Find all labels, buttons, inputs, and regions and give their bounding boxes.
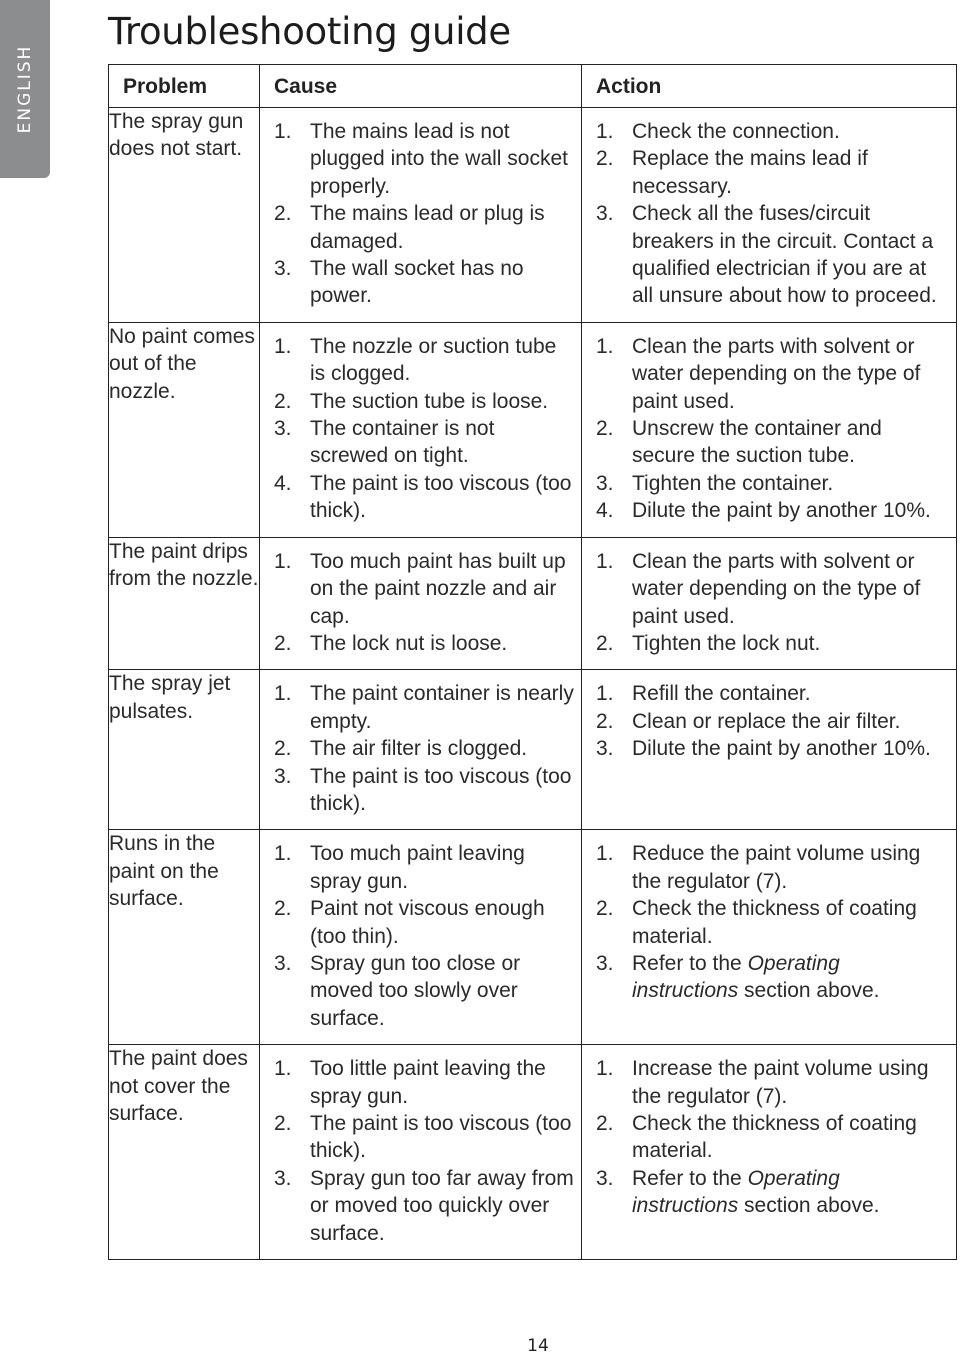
action-item-number: 1. [596, 120, 614, 143]
action-item-text: Tighten the lock nut. [632, 631, 821, 655]
problem-cell: Runs in the paint on the surface. [109, 830, 260, 1045]
action-item [596, 118, 950, 145]
action-item-number: 3. [596, 737, 614, 761]
cause-item-number: 1. [274, 1057, 292, 1081]
table-header-row [109, 65, 957, 108]
action-item-emphasis: Operating instructions [632, 1166, 840, 1218]
cause-item-text: The lock nut is loose. [310, 631, 508, 655]
cause-item-text: The nozzle or suction tube is clogged. [310, 334, 557, 386]
action-item-text: Dilute the paint by another 10%. [632, 499, 931, 523]
action-item [596, 895, 950, 950]
cause-item [274, 333, 575, 388]
cause-item-text: The paint is too viscous (too thick). [310, 1112, 572, 1163]
cause-item-text: Spray gun too far away from or moved too quickly over surface. [310, 1166, 574, 1245]
cause-item [274, 950, 575, 1032]
language-tab [0, 0, 50, 178]
action-item-emphasis: Operating instructions [632, 951, 840, 1003]
action-cell [582, 537, 957, 670]
page-number: 14 [527, 1336, 549, 1356]
language-tab-label: ENGLISH [15, 44, 35, 134]
table-row [109, 1045, 957, 1260]
action-item [596, 548, 950, 630]
cause-item [274, 118, 575, 200]
cause-item [274, 415, 575, 470]
action-item-number: 2. [596, 147, 614, 171]
action-item [596, 200, 950, 310]
cause-item-number: 3. [274, 1166, 292, 1190]
action-item-number: 2. [596, 709, 614, 733]
action-item-text: section above. [738, 979, 880, 1003]
action-cell [582, 108, 957, 323]
cause-item-number: 1. [274, 842, 292, 866]
action-list [582, 1045, 956, 1231]
action-item-text: Refer to the [632, 1166, 748, 1190]
cause-item [274, 840, 575, 895]
cause-item-number: 2. [274, 631, 292, 655]
action-item [596, 1165, 950, 1220]
cause-item-number: 3. [274, 764, 292, 788]
cause-item-number: 1. [274, 549, 292, 573]
page-title: Troubleshooting guide [108, 10, 511, 53]
problem-cell: No paint comes out of the nozzle. [109, 322, 260, 537]
table-row [109, 108, 957, 323]
cause-item-text: Paint not viscous enough (too thin). [310, 897, 545, 948]
cause-item [274, 200, 575, 255]
cause-cell [260, 108, 582, 323]
cause-item-number: 3. [274, 951, 292, 975]
action-item-text: Increase the paint volume using the regulator (7). [632, 1057, 929, 1108]
action-item [596, 680, 950, 707]
cause-item [274, 630, 575, 657]
action-item-text: Check the connection. [632, 120, 840, 143]
cause-item-text: Too much paint has built up on the paint nozzle and air cap. [310, 549, 566, 628]
action-list [582, 538, 956, 670]
action-item-text: Clean or replace the air filter. [632, 709, 901, 733]
action-item-number: 4. [596, 499, 614, 523]
action-item-number: 3. [596, 951, 614, 975]
action-cell [582, 1045, 957, 1260]
cause-item [274, 680, 575, 735]
action-item [596, 1055, 950, 1110]
header-cause: Cause [260, 65, 582, 108]
cause-item-text: The suction tube is loose. [310, 389, 549, 413]
cause-list [260, 670, 581, 829]
table-row [109, 830, 957, 1045]
cause-item-text: Spray gun too close or moved too slowly over surface. [310, 951, 521, 1030]
cause-item-text: The mains lead or plug is damaged. [310, 202, 545, 253]
table-row [109, 537, 957, 670]
action-cell [582, 670, 957, 830]
action-item-number: 1. [596, 842, 614, 866]
action-item-text: Check all the fuses/circuit breakers in the circuit. Contact a qualified electrician if you are at all unsure about how to proceed. [632, 202, 937, 308]
problem-cell: The spray gun does not start. [109, 108, 260, 323]
action-item [596, 470, 950, 497]
problem-cell: The spray jet pulsates. [109, 670, 260, 830]
cause-item-text: The container is not screwed on tight. [310, 417, 495, 468]
troubleshooting-table [108, 64, 957, 1260]
action-item [596, 415, 950, 470]
header-action: Action [582, 65, 957, 108]
cause-list [260, 108, 581, 322]
action-item-text: section above. [738, 1194, 880, 1218]
cause-cell [260, 537, 582, 670]
cause-cell [260, 322, 582, 537]
action-item [596, 840, 950, 895]
cause-item-number: 1. [274, 682, 292, 706]
action-item-number: 2. [596, 897, 614, 921]
action-item-text: Replace the mains lead if necessary. [632, 147, 868, 198]
action-item-number: 1. [596, 334, 614, 358]
cause-item [274, 1110, 575, 1165]
cause-item [274, 470, 575, 525]
action-item-text: Unscrew the container and secure the suction tube. [632, 417, 882, 468]
cause-cell [260, 670, 582, 830]
cause-item-text: The air filter is clogged. [310, 737, 528, 761]
cause-item-number: 2. [274, 389, 292, 413]
cause-item-text: The wall socket has no power. [310, 257, 524, 308]
cause-item-text: The paint container is nearly empty. [310, 682, 574, 733]
header-problem: Problem [109, 65, 260, 108]
action-list [582, 830, 956, 1016]
cause-item-number: 1. [274, 120, 292, 143]
cause-item-text: The paint is too viscous (too thick). [310, 471, 572, 523]
cause-item-text: Too little paint leaving the spray gun. [310, 1057, 546, 1108]
action-item-text: Tighten the container. [632, 471, 834, 495]
action-list [582, 108, 956, 322]
cause-item [274, 1055, 575, 1110]
cause-cell [260, 830, 582, 1045]
action-item-text: Clean the parts with solvent or water depending on the type of paint used. [632, 334, 921, 413]
cause-list [260, 1045, 581, 1259]
problem-cell: The paint does not cover the surface. [109, 1045, 260, 1260]
action-list [582, 323, 956, 537]
cause-item-number: 1. [274, 334, 292, 358]
action-item [596, 497, 950, 524]
cause-item-number: 2. [274, 737, 292, 761]
action-item [596, 708, 950, 735]
action-item-text: Reduce the paint volume using the regulator (7). [632, 842, 921, 893]
action-item-text: Refill the container. [632, 682, 811, 706]
cause-item [274, 548, 575, 630]
action-item-text: Clean the parts with solvent or water depending on the type of paint used. [632, 549, 921, 628]
cause-item [274, 895, 575, 950]
cause-list [260, 323, 581, 537]
action-item [596, 333, 950, 415]
action-item-number: 3. [596, 1166, 614, 1190]
cause-item-number: 2. [274, 1112, 292, 1135]
action-item [596, 950, 950, 1005]
action-item-number: 3. [596, 202, 614, 226]
problem-cell: The paint drips from the nozzle. [109, 537, 260, 670]
action-item-number: 1. [596, 682, 614, 706]
action-item-text: Check the thickness of coating material. [632, 897, 917, 948]
table-row [109, 670, 957, 830]
action-item [596, 1110, 950, 1165]
action-item-number: 2. [596, 631, 614, 655]
action-item-text: Dilute the paint by another 10%. [632, 737, 931, 761]
action-item [596, 145, 950, 200]
cause-list [260, 538, 581, 670]
action-item-number: 1. [596, 549, 614, 573]
action-item-number: 3. [596, 471, 614, 495]
cause-cell [260, 1045, 582, 1260]
cause-item [274, 735, 575, 762]
action-item-text: Check the thickness of coating material. [632, 1112, 917, 1163]
cause-item-number: 3. [274, 417, 292, 441]
cause-item [274, 388, 575, 415]
action-item-number: 2. [596, 1112, 614, 1135]
action-cell [582, 322, 957, 537]
action-cell [582, 830, 957, 1045]
action-item-text: Refer to the [632, 951, 748, 975]
action-list [582, 670, 956, 774]
table-row [109, 322, 957, 537]
cause-item-number: 4. [274, 471, 292, 495]
cause-item-text: Too much paint leaving spray gun. [310, 842, 525, 893]
action-item-number: 2. [596, 417, 614, 441]
cause-item [274, 255, 575, 310]
cause-item-text: The mains lead is not plugged into the wall socket properly. [310, 120, 568, 198]
cause-item-text: The paint is too viscous (too thick). [310, 764, 572, 815]
cause-item-number: 3. [274, 257, 292, 281]
action-item-number: 1. [596, 1057, 614, 1081]
action-item [596, 735, 950, 762]
cause-item [274, 1165, 575, 1247]
cause-item [274, 763, 575, 818]
cause-item-number: 2. [274, 897, 292, 921]
action-item [596, 630, 950, 657]
cause-list [260, 830, 581, 1044]
cause-item-number: 2. [274, 202, 292, 226]
